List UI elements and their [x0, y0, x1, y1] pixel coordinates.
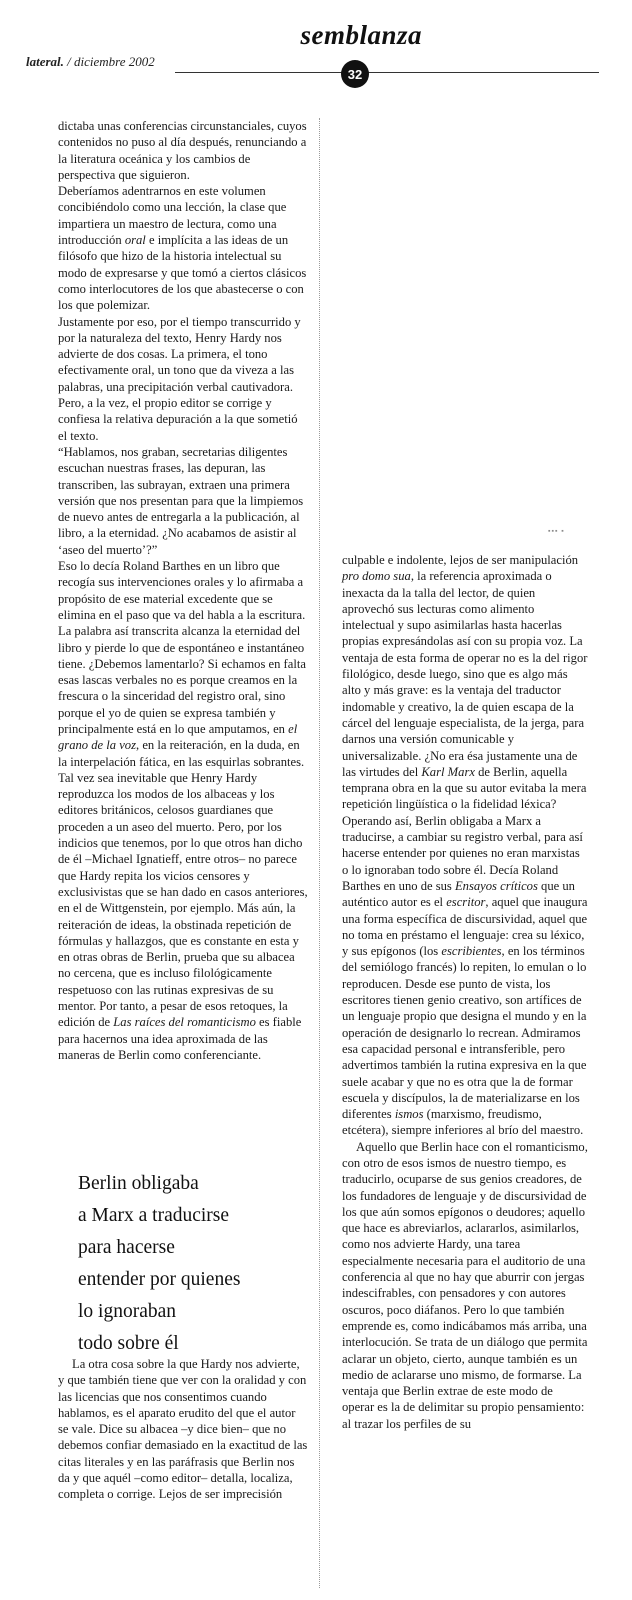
paragraph: Deberíamos adentrarnos en este volumen concibiéndolo como una lección, la clase que impartiera un maestro de lectura, como una introducción oral e implícita a las ideas de un filósofo que hizo de la historia intelectual su modo de expresarse y que tomó a ciertos clásicos como interlocutores de los que abastecerse o con los que polemizar.: [58, 184, 307, 313]
pull-quote-line: Berlin obligaba: [78, 1173, 199, 1194]
pull-quote-line: lo ignoraban: [78, 1301, 177, 1322]
pull-quote-line: todo sobre él: [78, 1333, 179, 1354]
paragraph: Aquello que Berlin hace con el romanticismo, con otro de esos ismos de nuestro tiempo, es traducirlo, ocuparse de sus genios creadores, de los fundadores de lenguaje y de discursividad de los que aún somos epígonos o deudores; aquello que hace es abreviarlos, aclararlos, asimilarlos, como nos advierte Hardy, una tarea especialmente necesaria para el auditorio de una conferencia al que no hay que aburrir con jergas indescifrables, con pensadores y con autores oscuros, poco diáfanos. Pero lo que también emprende es, como indicábamos más arriba, una interlocución. Se trata de un diálogo que permita aclarar un objeto, cierto, aunque también es un medio de aclararse uno mismo, de formarse. La ventaja que Berlin extrae de este modo de operar es la de delimitar su propio pensamiento: al trazar los perfiles de su: [342, 1139, 588, 1431]
pull-quote-line: para hacerse: [78, 1237, 175, 1258]
issue-date: / diciembre 2002: [67, 54, 155, 69]
left-column: [58, 118, 308, 1063]
paragraph: Justamente por eso, por el tiempo transcurrido y por la naturaleza del texto, Henry Hardy nos advierte de dos cosas. La primera, el tono efectivamente oral, un tono que da viveza a las palabras, una precipitación verbal cautivadora. Pero, a la vez, el propio editor se corrige y confiesa la relativa depuración a la que sometió el texto.: [58, 314, 301, 443]
pull-quote-line: a Marx a traducirse: [78, 1205, 230, 1226]
right-column: [342, 552, 588, 1432]
paragraph: Eso lo decía Roland Barthes en un libro que recogía sus intervenciones orales y lo afirmaba a propósito de ese material excedente que se elimina en el paso que va del habla a la escritura. La palabra así transcrita alcanza la eternidad del libro y pierde lo que de espontáneo e instantáneo tiene. ¿Debemos lamentarlo? Si echamos en falta esas lascas verbales no es porque creamos en la frescura o la sinceridad del registro oral, sino porque el yo de quien se expresa también y principalmente está en lo que amputamos, en el grano de la voz, en la reiteración, en la duda, en la interpelación fática, en las esquirlas sobrantes. Tal vez sea inevitable que Henry Hardy reproduzca los modos de los albaceas y los editores británicos, celosos guardianes que proceden a un aseo del muerto. Pero, por los indicios que tenemos, por lo que otros han dicho de él –Michael Ignatieff, entre otros– no parece que Hardy repita los vicios censores y exclusivistas que se han dado en casos anteriores, en el de Wittgenstein, por ejemplo. Más aún, la reiteración de ideas, la obstinada repetición de fórmulas y hallazgos, que es constante en esta y en otras obras de Berlin, prueba que su albacea no cercena, que es incluso filológicamente respetuoso con las rutinas expresivas de su mentor. Por tanto, a pesar de esos retoques, la edición de Las raíces del romanticismo es fiable para hacernos una idea aproximada de las maneras de Berlin como conferenciante.: [58, 559, 308, 1062]
paragraph: culpable e indolente, lejos de ser manipulación pro domo sua, la referencia aproximada o inexacta da la talla del lector, de quien aprovechó sus lecturas como alimento intelectual y supo asimilarlas hasta hacerlas propias expresándolas así con su propia voz. La ventaja de esta forma de operar no es la del rigor filológico, desde luego, sino que es algo más alto y más grave: es la ventaja del traductor indomable y creativo, la de quien escapa de la cárcel del lenguaje especialista, de la jerga, para darnos una versión comunicable y universalizable. ¿No era ésa justamente una de las virtudes del Karl Marx de Berlin, aquella temprana obra en la que su autor evitaba la mera repetición lingüística o la fidelidad léxica? Operando así, Berlin obligaba a Marx a traducirse, a cambiar su registro verbal, para así hacerse entender por quienes no eran marxistas o lo ignoraban todo sobre él. Decía Roland Barthes en uno de sus Ensayos críticos que un auténtico autor es el escritor, aquel que inaugura una forma específica de discursividad, aquel que no toma en préstamo el lenguaje: crea su léxico, y sus epígonos (los escribientes, en los términos del semiólogo francés) lo repiten, lo emulan o lo reproducen. Desde ese punto de vista, los escritores tienen genio creativo, son artífices de un lenguaje propio que designa el mundo y en la operación de designarlo lo recrean. Admiramos esa capacidad personal e intransferible, pero advertimos también la rutina expresiva en la que suele acabar y que no es otra que la de formar escuela y discípulos, la de materializarse en los diferentes ismos (marxismo, freudismo, etcétera), siempre inferiores al brío del maestro.: [342, 553, 588, 1138]
section-title: semblanza: [300, 20, 422, 50]
page-number-badge: 32: [341, 60, 369, 88]
header-rule: [175, 72, 599, 73]
pull-quote-line: entender por quienes: [78, 1269, 241, 1290]
column-divider: [319, 118, 320, 1588]
pull-quote: [78, 1168, 310, 1360]
barthes-quote: “Hablamos, nos graban, secretarias diligentes escuchan nuestras frases, las depuran, las transcriben, las subrayan, extraen una primera versión que nos presentan para que la limpiemos de nuevo antes de entregarla a la publicación, al libro, a la eternidad. ¿No acabamos de asistir al ‘aseo del muerto’?”: [58, 444, 304, 557]
masthead: [26, 54, 155, 70]
magazine-name: lateral.: [26, 54, 64, 69]
left-column-bottom: [58, 1356, 308, 1503]
paragraph: La otra cosa sobre la que Hardy nos advierte, y que también tiene que ver con la oralidad y con las licencias que nos consentimos cuando hablamos, es el aparato erudito del que el autor se vale. Dice su albacea –y dice bien– que no debemos confiar demasiado en la exactitud de las citas literales y en las paráfrasis que Berlin nos da y que aquél –como editor– detalla, localiza, completa o corrige. Lejos de ser imprecisión: [58, 1357, 308, 1502]
scan-artifact: ▪▪▪ ▪: [548, 527, 565, 535]
paragraph: dictaba unas conferencias circunstanciales, cuyos contenidos no puso al día después, renunciando a la literatura oceánica y los cambios de perspectiva que siguieron.: [58, 119, 307, 182]
